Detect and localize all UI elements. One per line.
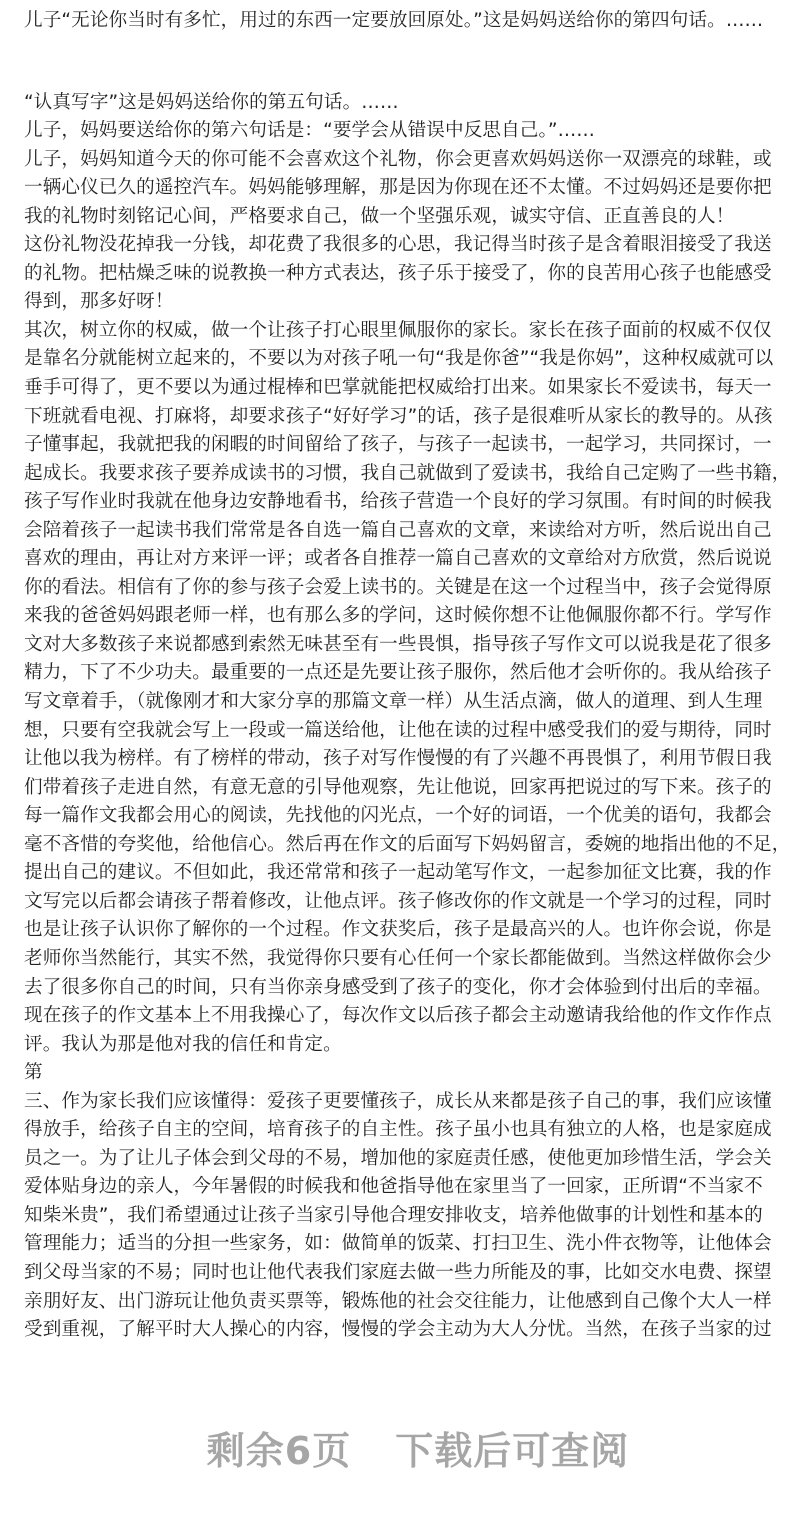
text-line: 去了很多你自己的时间，只有当你亲身感受到了孩子的变化，你才会体验到付出后的幸福。 [24,976,772,998]
text-line: 第 [24,1062,43,1084]
text-line: 提出自己的建议。不但如此，我还常常和孩子一起动笔写作文，一起参加征文比赛，我的作 [24,862,772,884]
text-line: 知柴米贵”，我们希望通过让孩子当家引导他合理安排收支，培养他做事的计划性和基本的 [24,1204,763,1226]
text-line: 一辆心仪已久的遥控汽车。妈妈能够理解，那是因为你现在还不太懂。不过妈妈还是要你把 [24,177,772,199]
text-line: 孩子写作业时我就在他身边安静地看书，给孩子营造一个良好的学习氛围。有时间的时候我 [24,491,772,513]
text-line: 也是让孩子认识你了解你的一个过程。作文获奖后，孩子是最高兴的人。也许你会说，你是 [24,919,772,941]
text-line: 得放手，给孩子自主的空间，培育孩子的自主性。孩子虽小也具有独立的人格，也是家庭成 [24,1119,772,1141]
text-line: 三、作为家长我们应该懂得：爱孩子更要懂孩子，成长从来都是孩子自己的事，我们应该懂 [24,1090,772,1112]
download-prompt-text: 下载后可查阅 [395,1429,630,1473]
remaining-pages-banner[interactable] [0,1420,800,1475]
text-line: 爱体贴身边的亲人，今年暑假的时候我和他爸指导他在家里当了一回家，正所谓“不当家不 [24,1176,763,1198]
document-body [24,7,791,1345]
text-line: 每一篇作文我都会用心的阅读，先找他的闪光点，一个好的词语，一个优美的语句，我都会 [24,805,772,827]
text-line: 写文章着手，（就像刚才和大家分享的那篇文章一样）从生活点滴，做人的道理、到人生理 [24,691,763,713]
text-line: 来我的爸爸妈妈跟老师一样，也有那么多的学问，这时候你想不让他佩服你都不行。学写作 [24,605,772,627]
text-line: 我的礼物时刻铭记心间，严格要求自己，做一个坚强乐观，诚实守信、正直善良的人！ [24,205,735,227]
text-line: 儿子，妈妈知道今天的你可能不会喜欢这个礼物，你会更喜欢妈妈送你一双漂亮的球鞋，或 [24,148,772,170]
text-line: 文写完以后都会请孩子帮着修改，让他点评。孩子修改你的作文就是一个学习的过程，同时 [24,890,772,912]
text-line: 起成长。我要求孩子要养成读书的习惯，我自己就做到了爱读书，我给自己定购了一些书籍， [24,462,791,484]
text-line: 管理能力；适当的分担一些家务，如：做简单的饭菜、打扫卫生、洗小件衣物等，让他体会 [24,1233,772,1255]
text-line: 们带着孩子走进自然，有意无意的引导他观察，先让他说，回家再把说过的写下来。孩子的 [24,776,772,798]
text-line: 受到重视，了解平时大人操心的内容，慢慢的学会主动为大人分忧。当然，在孩子当家的过 [24,1319,772,1341]
text-line: 这份礼物没花掉我一分钱，却花费了我很多的心思，我记得当时孩子是含着眼泪接受了我送 [24,234,772,256]
text-line: 的礼物。把枯燥乏味的说教换一种方式表达，孩子乐于接受了，你的良苦用心孩子也能感受 [24,262,772,284]
text-line: 让他以我为榜样。有了榜样的带动，孩子对写作慢慢的有了兴趣不再畏惧了，利用节假日我 [24,748,772,770]
text-line: 其次，树立你的权威，做一个让孩子打心眼里佩服你的家长。家长在孩子面前的权威不仅仅 [24,319,772,341]
text-line: 老师你当然能行，其实不然，我觉得你只要有心任何一个家长都能做到。当然这样做你会少 [24,947,772,969]
paragraph-group [24,7,784,36]
text-line: 评。我认为那是他对我的信任和肯定。 [24,1033,342,1055]
text-line: 会陪着孩子一起读书我们常常是各自选一篇自己喜欢的文章，来读给对方听，然后说出自己 [24,519,772,541]
text-line: “认真写字”这是妈妈送给你的第五句话。…… [24,91,399,113]
remaining-pages-text: 剩余6页 [206,1429,352,1473]
text-line: 亲朋好友、出门游玩让他负责买票等，锻炼他的社会交往能力，让他感到自己像个大人一样 [24,1290,772,1312]
text-line: 现在孩子的作文基本上不用我操心了，每次作文以后孩子都会主动邀请我给他的作文作作点 [24,1005,772,1027]
text-line: 子懂事起，我就把我的闲暇的时间留给了孩子，与孩子一起读书，一起学习，共同探讨，一 [24,434,772,456]
text-line: 是靠名分就能树立起来的，不要以为对孩子吼一句“我是你爸”“我是你妈”，这种权威就可以 [24,348,774,370]
text-line: 儿子，妈妈要送给你的第六句话是：“要学会从错误中反思自己。”…… [24,120,595,142]
text-line: 员之一。为了让儿子体会到父母的不易，增加他的家庭责任感，使他更加珍惜生活，学会关 [24,1147,772,1169]
text-line: 下班就看电视、打麻将，却要求孩子“好好学习”的话，孩子是很难听从家长的教导的。从孩 [24,405,773,427]
text-line: 垂手可得了，更不要以为通过棍棒和巴掌就能把权威给打出来。如果家长不爱读书，每天一 [24,377,772,399]
text-line: 想，只要有空我就会写上一段或一篇送给他，让他在读的过程中感受我们的爱与期待，同时 [24,719,772,741]
text-line: 喜欢的理由，再让对方来评一评；或者各自推荐一篇自己喜欢的文章给对方欣赏，然后说说 [24,548,772,570]
text-line: 精力，下了不少功夫。最重要的一点还是先要让孩子服你，然后他才会听你的。我从给孩子 [24,662,772,684]
text-line: 到父母当家的不易；同时也让他代表我们家庭去做一些力所能及的事，比如交水电费、探望 [24,1261,772,1283]
text-line: 儿子“无论你当时有多忙，用过的东西一定要放回原处。”这是妈妈送给你的第四句话。…… [24,10,764,31]
text-line: 得到，那多好呀！ [24,291,174,313]
paragraph-group [24,89,791,1345]
text-line: 毫不吝惜的夸奖他，给他信心。然后再在作文的后面写下妈妈留言，委婉的地指出他的不足， [24,833,791,855]
text-line: 文对大多数孩子来说都感到索然无味甚至有一些畏惧，指导孩子写作文可以说我是花了很多 [24,633,772,655]
text-line: 你的看法。相信有了你的参与孩子会爱上读书的。关键是在这一个过程当中，孩子会觉得原 [24,576,772,598]
